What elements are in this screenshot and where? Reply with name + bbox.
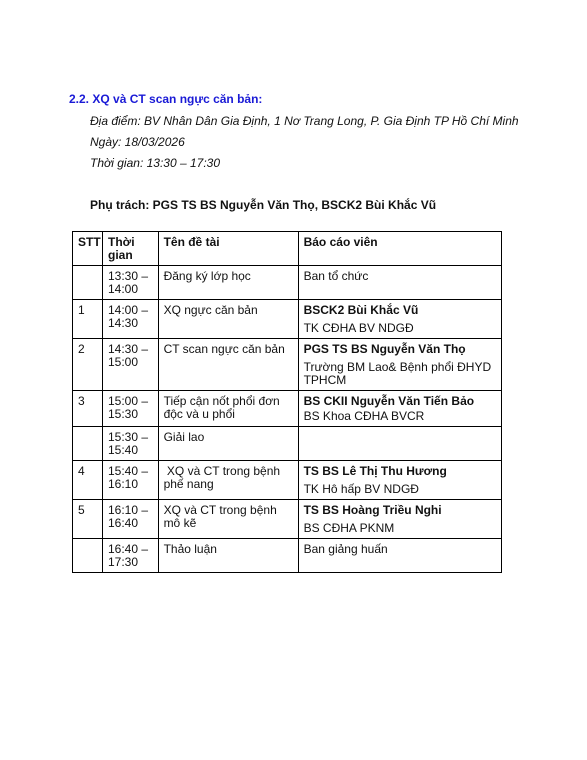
- row-affiliation: BS CĐHA PKNM: [303, 521, 395, 535]
- row-topic: Tiếp cận nốt phổi đơn độc và u phổi: [158, 391, 298, 427]
- table-row: [73, 300, 502, 339]
- row-stt: [73, 266, 103, 300]
- row-affiliation: TK CĐHA BV NDGĐ: [303, 321, 414, 335]
- row-plain: Ban giảng huấn: [303, 542, 388, 556]
- row-affiliation: BS Khoa CĐHA BVCR: [303, 409, 425, 423]
- row-stt: 1: [73, 300, 103, 339]
- row-speaker: TS BS Hoàng Triều Nghi: [303, 503, 442, 517]
- row-speaker-cell: [298, 539, 501, 573]
- row-topic: Đăng ký lớp học: [158, 266, 298, 300]
- row-speaker-cell: [298, 300, 501, 339]
- table-row: [73, 339, 502, 391]
- row-stt: 3: [73, 391, 103, 427]
- in-charge-line: Phụ trách: PGS TS BS Nguyễn Văn Thọ, BSCK2 Bùi Khắc Vũ: [90, 198, 437, 212]
- schedule-table: [72, 231, 502, 573]
- row-topic: Giải lao: [158, 427, 298, 461]
- row-stt: 4: [73, 461, 103, 500]
- row-speaker: PGS TS BS Nguyễn Văn Thọ: [303, 342, 466, 356]
- row-speaker-cell: [298, 427, 501, 461]
- row-affiliation: Trường BM Lao& Bệnh phổi ĐHYD TPHCM: [303, 360, 492, 387]
- row-speaker: TS BS Lê Thị Thu Hương: [303, 464, 447, 478]
- row-time: 15:30 – 15:40: [103, 427, 159, 461]
- table-header-row: [73, 232, 502, 266]
- row-speaker-cell: [298, 391, 501, 427]
- row-topic: XQ ngực căn bản: [158, 300, 298, 339]
- row-time: 14:30 – 15:00: [103, 339, 159, 391]
- row-time: 16:10 – 16:40: [103, 500, 159, 539]
- schedule-body: [73, 266, 502, 573]
- row-time: 14:00 – 14:30: [103, 300, 159, 339]
- table-row: [73, 461, 502, 500]
- row-speaker-cell: [298, 461, 501, 500]
- header-topic: Tên đề tài: [158, 232, 298, 266]
- date-line: Ngày: 18/03/2026: [90, 135, 185, 149]
- row-topic: CT scan ngực căn bản: [158, 339, 298, 391]
- row-speaker-cell: [298, 339, 501, 391]
- row-time: 13:30 – 14:00: [103, 266, 159, 300]
- row-stt: 5: [73, 500, 103, 539]
- row-affiliation: TK Hô hấp BV NDGĐ: [303, 482, 419, 496]
- table-row: [73, 391, 502, 427]
- header-speaker: Báo cáo viên: [298, 232, 501, 266]
- row-stt: 2: [73, 339, 103, 391]
- row-speaker: BSCK2 Bùi Khắc Vũ: [303, 303, 419, 317]
- header-stt: STT: [73, 232, 103, 266]
- row-speaker: BS CKII Nguyễn Văn Tiến Bảo: [303, 394, 475, 408]
- table-row: [73, 539, 502, 573]
- location-line: Địa điểm: BV Nhân Dân Gia Định, 1 Nơ Trang Long, P. Gia Định TP Hồ Chí Minh: [90, 114, 519, 128]
- row-time: 16:40 – 17:30: [103, 539, 159, 573]
- time-line: Thời gian: 13:30 – 17:30: [90, 156, 221, 170]
- table-row: [73, 427, 502, 461]
- row-topic: XQ và CT trong bệnh mô kẽ: [158, 500, 298, 539]
- table-row: [73, 266, 502, 300]
- row-stt: [73, 539, 103, 573]
- row-speaker-cell: [298, 266, 501, 300]
- row-topic: XQ và CT trong bệnh phế nang: [158, 461, 298, 500]
- row-topic: Thảo luận: [158, 539, 298, 573]
- row-time: 15:40 – 16:10: [103, 461, 159, 500]
- table-row: [73, 500, 502, 539]
- header-time: Thời gian: [103, 232, 159, 266]
- row-plain: Ban tổ chức: [303, 269, 369, 283]
- section-title: 2.2. XQ và CT scan ngực căn bản:: [69, 92, 263, 106]
- row-stt: [73, 427, 103, 461]
- row-time: 15:00 – 15:30: [103, 391, 159, 427]
- row-speaker-cell: [298, 500, 501, 539]
